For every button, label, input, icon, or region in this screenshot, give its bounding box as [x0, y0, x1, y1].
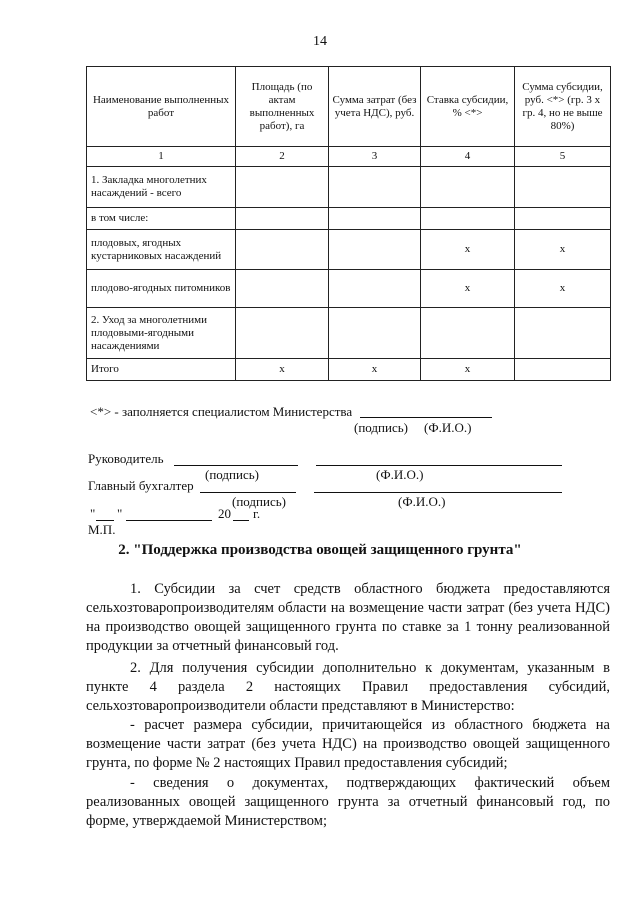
header-area: Площадь (по актам выполненных работ), га [236, 67, 329, 147]
head-label: Руководитель [88, 451, 164, 466]
paragraph-text: - расчет размера субсидии, причитающейся из областного бюджета на возмещение части затрат (без учета НДС) на производство овощей защищенного грунта, по форме № 2 настоящих Правил предоставления субсидий; [86, 717, 610, 771]
amount-cell [515, 167, 611, 208]
accountant-signature-caption: (подпись) [232, 494, 286, 509]
column-number: 2 [236, 147, 329, 167]
stamp-label: М.П. [88, 522, 116, 537]
header-costs: Сумма затрат (без учета НДС), руб. [329, 67, 421, 147]
date-suffix: г. [253, 506, 261, 521]
date-month-line [126, 520, 212, 521]
area-cell [236, 308, 329, 359]
accountant-name-caption: (Ф.И.О.) [398, 494, 446, 509]
paragraph-2 [86, 659, 610, 716]
header-subsidy-amount: Сумма субсидии, руб. <*> (гр. 3 х гр. 4, но не выше 80%) [515, 67, 611, 147]
footnote-signature-line [360, 417, 492, 418]
rate-cell [421, 308, 515, 359]
table-row [87, 308, 611, 359]
footnote-name-caption: (Ф.И.О.) [424, 420, 472, 435]
header-subsidy-rate: Ставка субсидии, % <*> [421, 67, 515, 147]
table-row [87, 208, 611, 230]
page-number: 14 [313, 34, 327, 49]
date-day-line [96, 520, 114, 521]
row-name: 1. Закладка многолетних насаждений - всего [87, 167, 236, 208]
amount-cell [515, 308, 611, 359]
rate-cell: x [421, 359, 515, 381]
area-cell [236, 167, 329, 208]
area-cell: x [236, 359, 329, 381]
column-number: 1 [87, 147, 236, 167]
costs-cell [329, 308, 421, 359]
head-signature-caption: (подпись) [205, 467, 259, 482]
row-name: плодово-ягодных питомников [87, 270, 236, 308]
date-year-line [233, 520, 249, 521]
section-title: 2. "Поддержка производства овощей защищенного грунта" [118, 542, 522, 558]
head-signature-line [174, 465, 298, 466]
column-number-row [87, 147, 611, 167]
footnote-signature-caption: (подпись) [354, 420, 408, 435]
table-header-row [87, 67, 611, 147]
accountant-label: Главный бухгалтер [88, 478, 194, 493]
amount-cell [515, 359, 611, 381]
paragraph-3 [86, 716, 610, 773]
rate-cell [421, 167, 515, 208]
costs-cell [329, 230, 421, 270]
date-year: 20 [218, 506, 231, 521]
paragraph-4 [86, 774, 610, 831]
area-cell [236, 208, 329, 230]
subsidy-calculation-table [86, 66, 611, 381]
date-open-quote: " [90, 506, 96, 521]
table-row [87, 270, 611, 308]
area-cell [236, 270, 329, 308]
column-number: 5 [515, 147, 611, 167]
amount-cell: x [515, 230, 611, 270]
rate-cell: x [421, 230, 515, 270]
accountant-name-line [314, 492, 562, 493]
table-row-total [87, 359, 611, 381]
header-work-name: Наименование выполненных работ [87, 67, 236, 147]
row-name: Итого [87, 359, 236, 381]
paragraph-text: 1. Субсидии за счет средств областного бюджета предоставляются сельхозтоваропроизводителям области на возмещение части затрат (без учета НДС) на производство овощей защищенного грунта по ставке за 1 тонну реализованной продукции за отчетный финансовый год. [86, 581, 610, 654]
footnote-text: <*> - заполняется специалистом Министерства [90, 404, 353, 419]
column-number: 4 [421, 147, 515, 167]
paragraph-text: 2. Для получения субсидии дополнительно к документам, указанным в пункте 4 раздела 2 настоящих Правил предоставления субсидий, сельхозтоваропроизводители области представляют в Министерство: [86, 660, 610, 714]
row-name: 2. Уход за многолетними плодовыми-ягодными насаждениями [87, 308, 236, 359]
head-name-line [316, 465, 562, 466]
row-name: плодовых, ягодных кустарниковых насаждений [87, 230, 236, 270]
paragraph-1 [86, 580, 610, 656]
area-cell [236, 230, 329, 270]
costs-cell: x [329, 359, 421, 381]
paragraph-text: - сведения о документах, подтверждающих фактический объем реализованных овощей защищенного грунта за отчетный финансовый год, по форме, утверждаемой Министерством; [86, 775, 610, 829]
table-row [87, 167, 611, 208]
column-number: 3 [329, 147, 421, 167]
row-name: в том числе: [87, 208, 236, 230]
rate-cell [421, 208, 515, 230]
costs-cell [329, 208, 421, 230]
head-name-caption: (Ф.И.О.) [376, 467, 424, 482]
table-row [87, 230, 611, 270]
date-close-quote: " [117, 506, 123, 521]
rate-cell: x [421, 270, 515, 308]
amount-cell [515, 208, 611, 230]
costs-cell [329, 270, 421, 308]
amount-cell: x [515, 270, 611, 308]
accountant-signature-line [200, 492, 296, 493]
costs-cell [329, 167, 421, 208]
